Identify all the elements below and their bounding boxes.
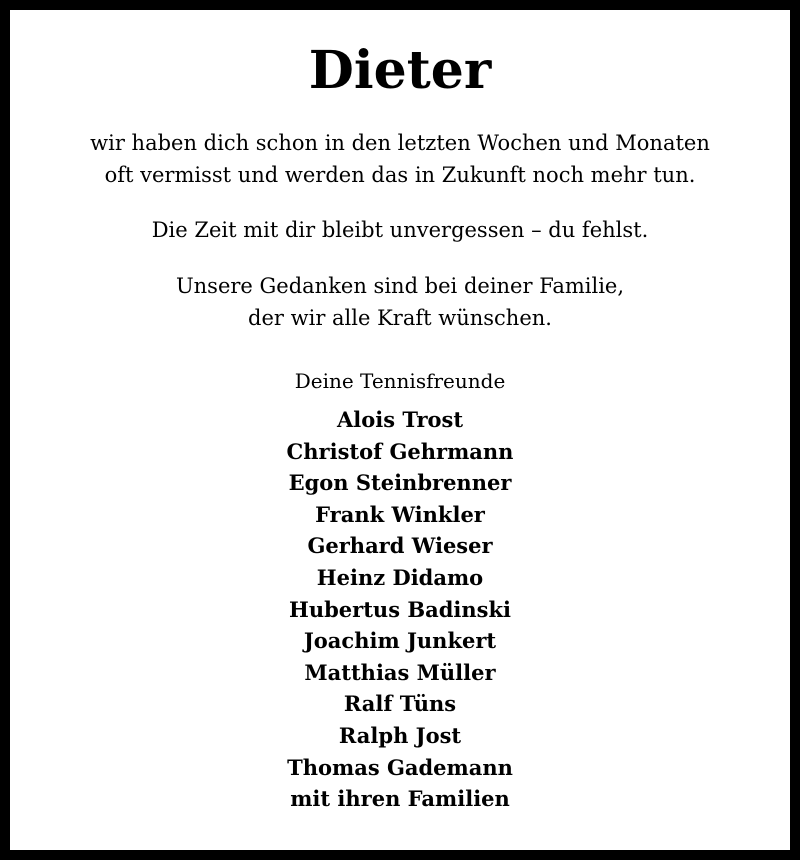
message-line: oft vermisst und werden das in Zukunft noch mehr tun. [104, 163, 696, 187]
message-line: Die Zeit mit dir bleibt unvergessen – du fehlst. [151, 218, 649, 242]
signoff: Deine Tennisfreunde [294, 369, 506, 393]
signatory-name: Egon Steinbrenner [288, 470, 512, 496]
notice-title: Dieter [308, 40, 492, 101]
signatory-name: Ralf Tüns [343, 691, 457, 717]
message-line: der wir alle Kraft wünschen. [248, 306, 552, 330]
message-line: wir haben dich schon in den letzten Wochen und Monaten [90, 131, 710, 155]
signatory-name: Heinz Didamo [316, 564, 484, 590]
signatory-list [10, 404, 790, 815]
signatory-name: Alois Trost [336, 407, 464, 432]
signatory-name: Hubertus Badinski [289, 596, 511, 622]
signatory-name: Joachim Junkert [303, 628, 497, 654]
signatory-name: Christof Gehrmann [286, 438, 514, 464]
message-paragraph-2 [10, 214, 790, 246]
signatory-name: Frank Winkler [315, 501, 485, 527]
signatory-name: Thomas Gademann [287, 754, 513, 780]
signatory-name: Ralph Jost [338, 722, 462, 748]
signatory-name: mit ihren Familien [290, 786, 510, 812]
message-line: Unsere Gedanken sind bei deiner Familie, [175, 274, 625, 298]
signatory-name: Gerhard Wieser [307, 533, 493, 559]
message-paragraph-1 [10, 127, 790, 191]
signatory-name: Matthias Müller [304, 659, 496, 685]
message-paragraph-3 [10, 270, 790, 334]
